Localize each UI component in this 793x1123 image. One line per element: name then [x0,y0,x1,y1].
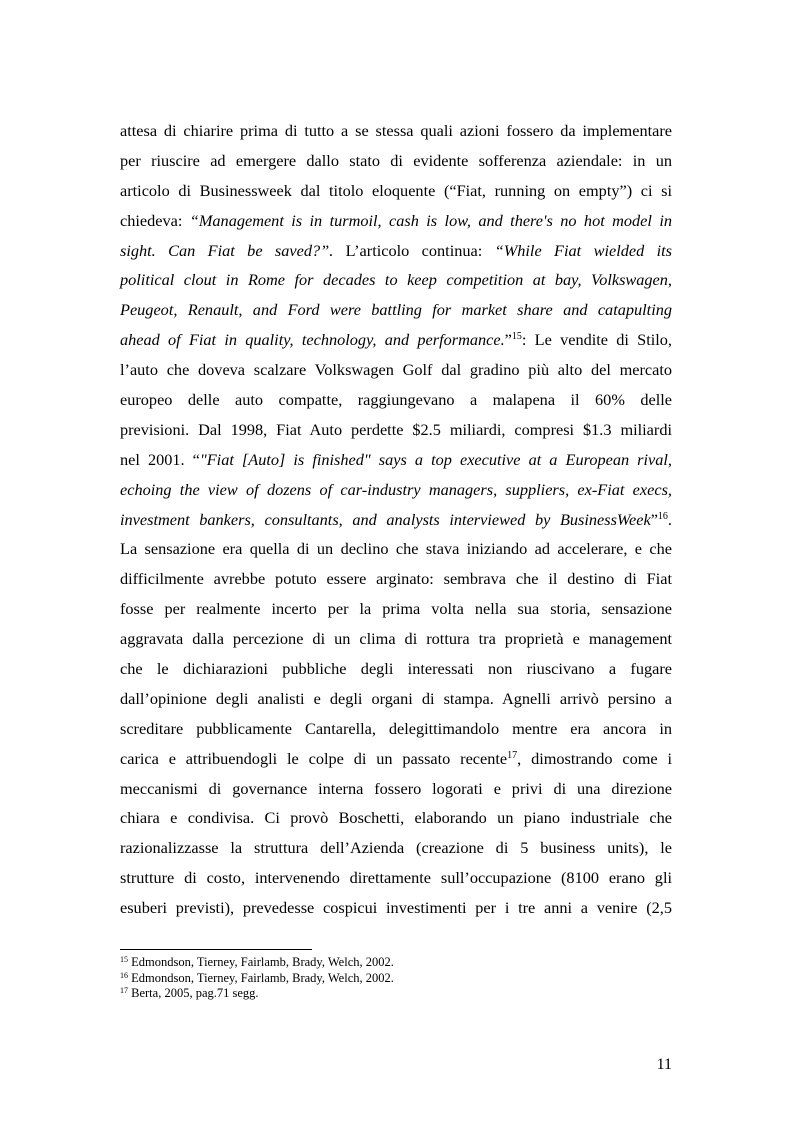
text-segment: investment bankers, consultants, and analysts interviewed by BusinessWeek [120,509,651,529]
text-segment: chiara e condivisa. Ci provò Boschetti, elaborando un piano industriale che [120,808,672,828]
text-segment: ahead of Fiat in quality, technology, and performance. [120,330,505,350]
text-segment: . [667,509,672,529]
text-line [120,863,672,893]
text-line [120,833,672,863]
text-line [120,206,672,236]
text-segment: political clout in Rome for decades to keep competition at bay, Volkswagen, [120,270,672,290]
text-line [120,475,672,505]
footnote-ref: 16 [657,510,668,522]
text-segment: difficilmente avrebbe potuto essere arginato: sembrava che il destino di Fiat [120,569,672,589]
text-line [120,355,672,385]
text-line [120,385,672,415]
text-segment: che le dichiarazioni pubbliche degli interessati non riuscivano a fugare [120,659,672,679]
text-segment: ” [650,509,658,529]
text-line [120,505,672,535]
footnote-number: 15 [120,955,128,964]
text-line [120,176,672,206]
footnotes [120,955,672,1002]
text-line [120,714,672,744]
text-segment: carica e attribuendogli le colpe di un passato recente [120,748,508,768]
text-segment: “While Fiat wielded its [494,240,672,260]
text-segment: per riuscire ad emergere dallo stato di evidente sofferenza aziendale: in un [120,150,672,170]
text-segment: razionalizzasse la struttura dell’Azienda (creazione di 5 business units), le [120,838,672,858]
text-segment: aggravata dalla percezione di un clima di rottura tra proprietà e management [120,629,672,649]
text-line [120,803,672,833]
text-segment: : Le vendite di Stilo, [521,330,672,350]
text-line [120,624,672,654]
footnote-text: Edmondson, Tierney, Fairlamb, Brady, Welch, 2002. [128,970,394,985]
text-line [120,415,672,445]
text-segment: l’auto che doveva scalzare Volkswagen Golf dal gradino più alto del mercato [120,360,672,380]
text-segment: sight. Can Fiat be saved?”. [120,240,334,260]
footnote-separator [120,949,312,950]
text-segment: "Fiat [Auto] is finished" says a top executive at a European rival, [199,449,673,469]
footnote [120,986,672,1002]
footnote-number: 17 [120,986,128,995]
text-segment: attesa di chiarire prima di tutto a se stessa quali azioni fossero da implementare [120,121,672,140]
text-line [120,534,672,564]
text-segment: ” [504,330,512,350]
text-segment: nel 2001. “ [120,449,200,469]
text-line [120,146,672,176]
text-segment: dall’opinione degli analisti e degli organi di stampa. Agnelli arrivò persino a [120,688,672,708]
text-line [120,564,672,594]
page-number: 11 [656,1056,672,1073]
footnote-ref: 17 [507,749,518,761]
text-segment: “Management is in turmoil, cash is low, and there's no hot model in [189,210,673,230]
text-line [120,654,672,684]
footnote [120,955,672,971]
footnote-text: Edmondson, Tierney, Fairlamb, Brady, Welch, 2002. [128,955,394,969]
text-segment: screditare pubblicamente Cantarella, delegittimandolo mentre era ancora in [120,718,672,738]
footnote-text: Berta, 2005, pag.71 segg. [128,986,259,1000]
text-line [120,295,672,325]
text-segment: chiedeva: [120,210,190,230]
text-line [120,594,672,624]
text-segment: Peugeot, Renault, and Ford were battling for market share and catapulting [120,300,672,320]
text-segment: europeo delle auto compatte, raggiungevano a malapena il 60% delle [120,390,672,410]
text-line [120,265,672,295]
text-segment: strutture di costo, intervenendo direttamente sull’occupazione (8100 erano gli [120,868,672,888]
text-line [120,744,672,774]
footnote-number: 16 [120,970,128,980]
footnote [120,971,672,987]
text-segment: fosse per realmente incerto per la prima volta nella sua storia, sensazione [120,599,672,619]
text-line [120,445,672,475]
text-segment: L’articolo continua: [333,240,495,260]
text-line [120,774,672,804]
text-line [120,893,672,923]
text-segment: , dimostrando come i [517,748,672,768]
text-segment: meccanismi di governance interna fossero logorati e privi di una direzione [120,778,672,798]
text-segment: La sensazione era quella di un declino che stava iniziando ad accelerare, e che [120,539,672,559]
text-segment: previsioni. Dal 1998, Fiat Auto perdette $2.5 miliardi, compresi $1.3 miliardi [120,419,672,439]
text-segment: echoing the view of dozens of car-industry managers, suppliers, ex-Fiat execs, [120,479,672,499]
text-segment: articolo di Businessweek dal titolo eloquente (“Fiat, running on empty”) ci si [120,180,672,200]
text-line [120,116,672,146]
text-line [120,236,672,266]
text-segment: esuberi previsti), prevedesse cospicui investimenti per i tre anni a venire (2,5 [120,898,672,918]
text-line [120,325,672,355]
text-line [120,684,672,714]
footnote-ref: 15 [511,331,522,343]
body-text [120,116,672,923]
